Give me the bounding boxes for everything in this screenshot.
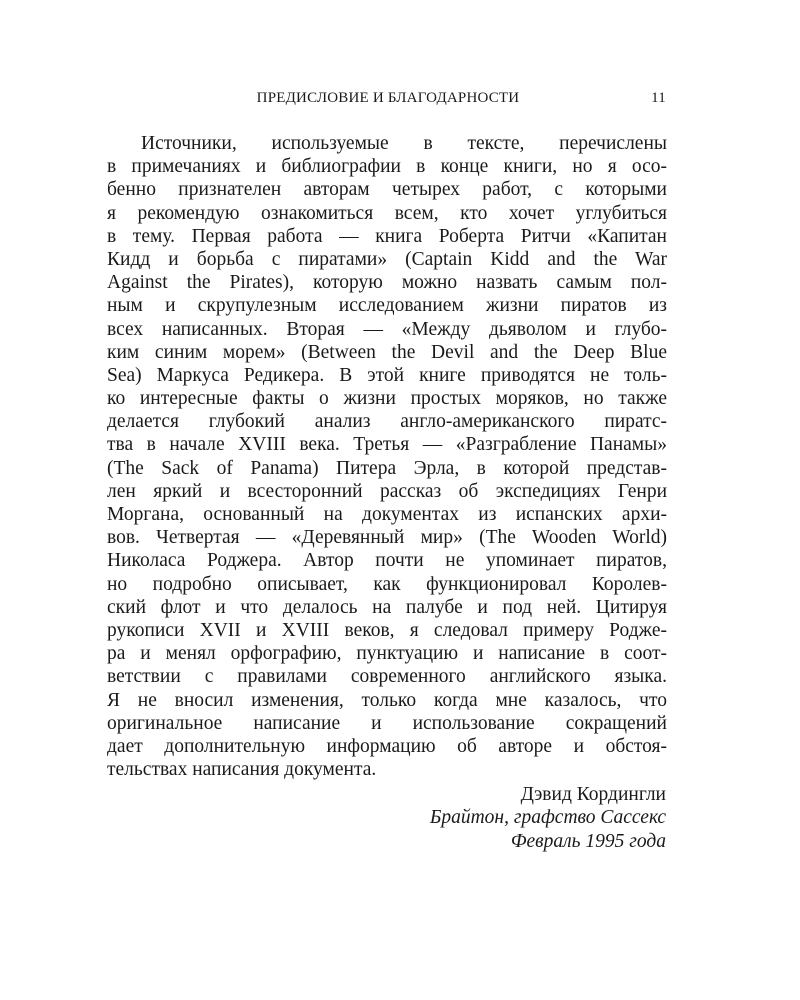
text-line: ский флот и что делалось на палубе и под ней. Цитируя [107, 596, 667, 618]
text-line: оригинальное написание и использование сокращений [107, 712, 667, 734]
text-line: лен яркий и всесторонний рассказ об экспедициях Генри [107, 480, 667, 502]
signature-place: Брайтон, графство Сассекс [429, 807, 666, 829]
text-line: делается глубокий анализ англо-американского пиратс- [107, 411, 667, 433]
text-line: но подробно описывает, как функционировал Королев- [107, 573, 667, 595]
signature-block [430, 783, 666, 853]
text-line: тельствах написания документа. [107, 759, 377, 781]
text-line: рукописи XVII и XVIII веков, я следовал примеру Родже- [107, 619, 667, 641]
text-line: ко интересные факты о жизни простых моряков, но также [107, 388, 667, 410]
text-line: Моргана, основанный на документах из испанских архи- [107, 504, 667, 525]
text-line: вов. Четвертая — «Деревянный мир» (The Wooden World) [107, 527, 667, 549]
running-header [110, 90, 666, 110]
body-paragraph [107, 132, 667, 781]
signature-author: Дэвид Кордингли [520, 784, 666, 805]
running-title: ПРЕДИСЛОВИЕ И БЛАГОДАРНОСТИ [256, 90, 520, 106]
text-line: Sea) Маркуса Редикера. В этой книге приводятся не толь- [107, 364, 667, 386]
text-line: в тему. Первая работа — книга Роберта Ритчи «Капитан [107, 225, 667, 247]
text-line: ким синим морем» (Between the Devil and the Deep Blue [107, 341, 667, 363]
text-line: тва в начале XVIII века. Третья — «Разграбление Панамы» [107, 434, 667, 456]
text-line: в примечаниях и библиографии в конце книги, но я осо- [107, 156, 667, 178]
text-line: я рекомендую ознакомиться всем, кто хочет углубиться [107, 202, 667, 224]
text-line: бенно признателен авторам четырех работ, с которыми [107, 179, 667, 201]
signature-date: Февраль 1995 года [510, 830, 666, 852]
text-line: ветствии с правилами современного английского языка. [107, 666, 667, 688]
text-line: ным и скрупулезным исследованием жизни пиратов из [107, 295, 667, 317]
text-line: Источники, используемые в тексте, перечислены [141, 133, 667, 154]
text-line: (The Sack of Panama) Питера Эрла, в которой представ- [107, 457, 667, 479]
text-line: Кидд и борьба с пиратами» (Captain Kidd and the War [107, 248, 667, 270]
page-number: 11 [651, 90, 666, 106]
text-line: ра и менял орфографию, пунктуацию и написание в соот- [107, 643, 667, 665]
text-line: всех написанных. Вторая — «Между дьяволом и глубо- [107, 318, 667, 340]
text-line: Николаса Роджера. Автор почти не упоминает пиратов, [107, 550, 667, 572]
text-line: дает дополнительную информацию об авторе и обстоя- [107, 735, 667, 757]
text-line: Я не вносил изменения, только когда мне казалось, что [107, 689, 667, 711]
text-line: Against the Pirates), которую можно назвать самым пол- [107, 272, 667, 294]
